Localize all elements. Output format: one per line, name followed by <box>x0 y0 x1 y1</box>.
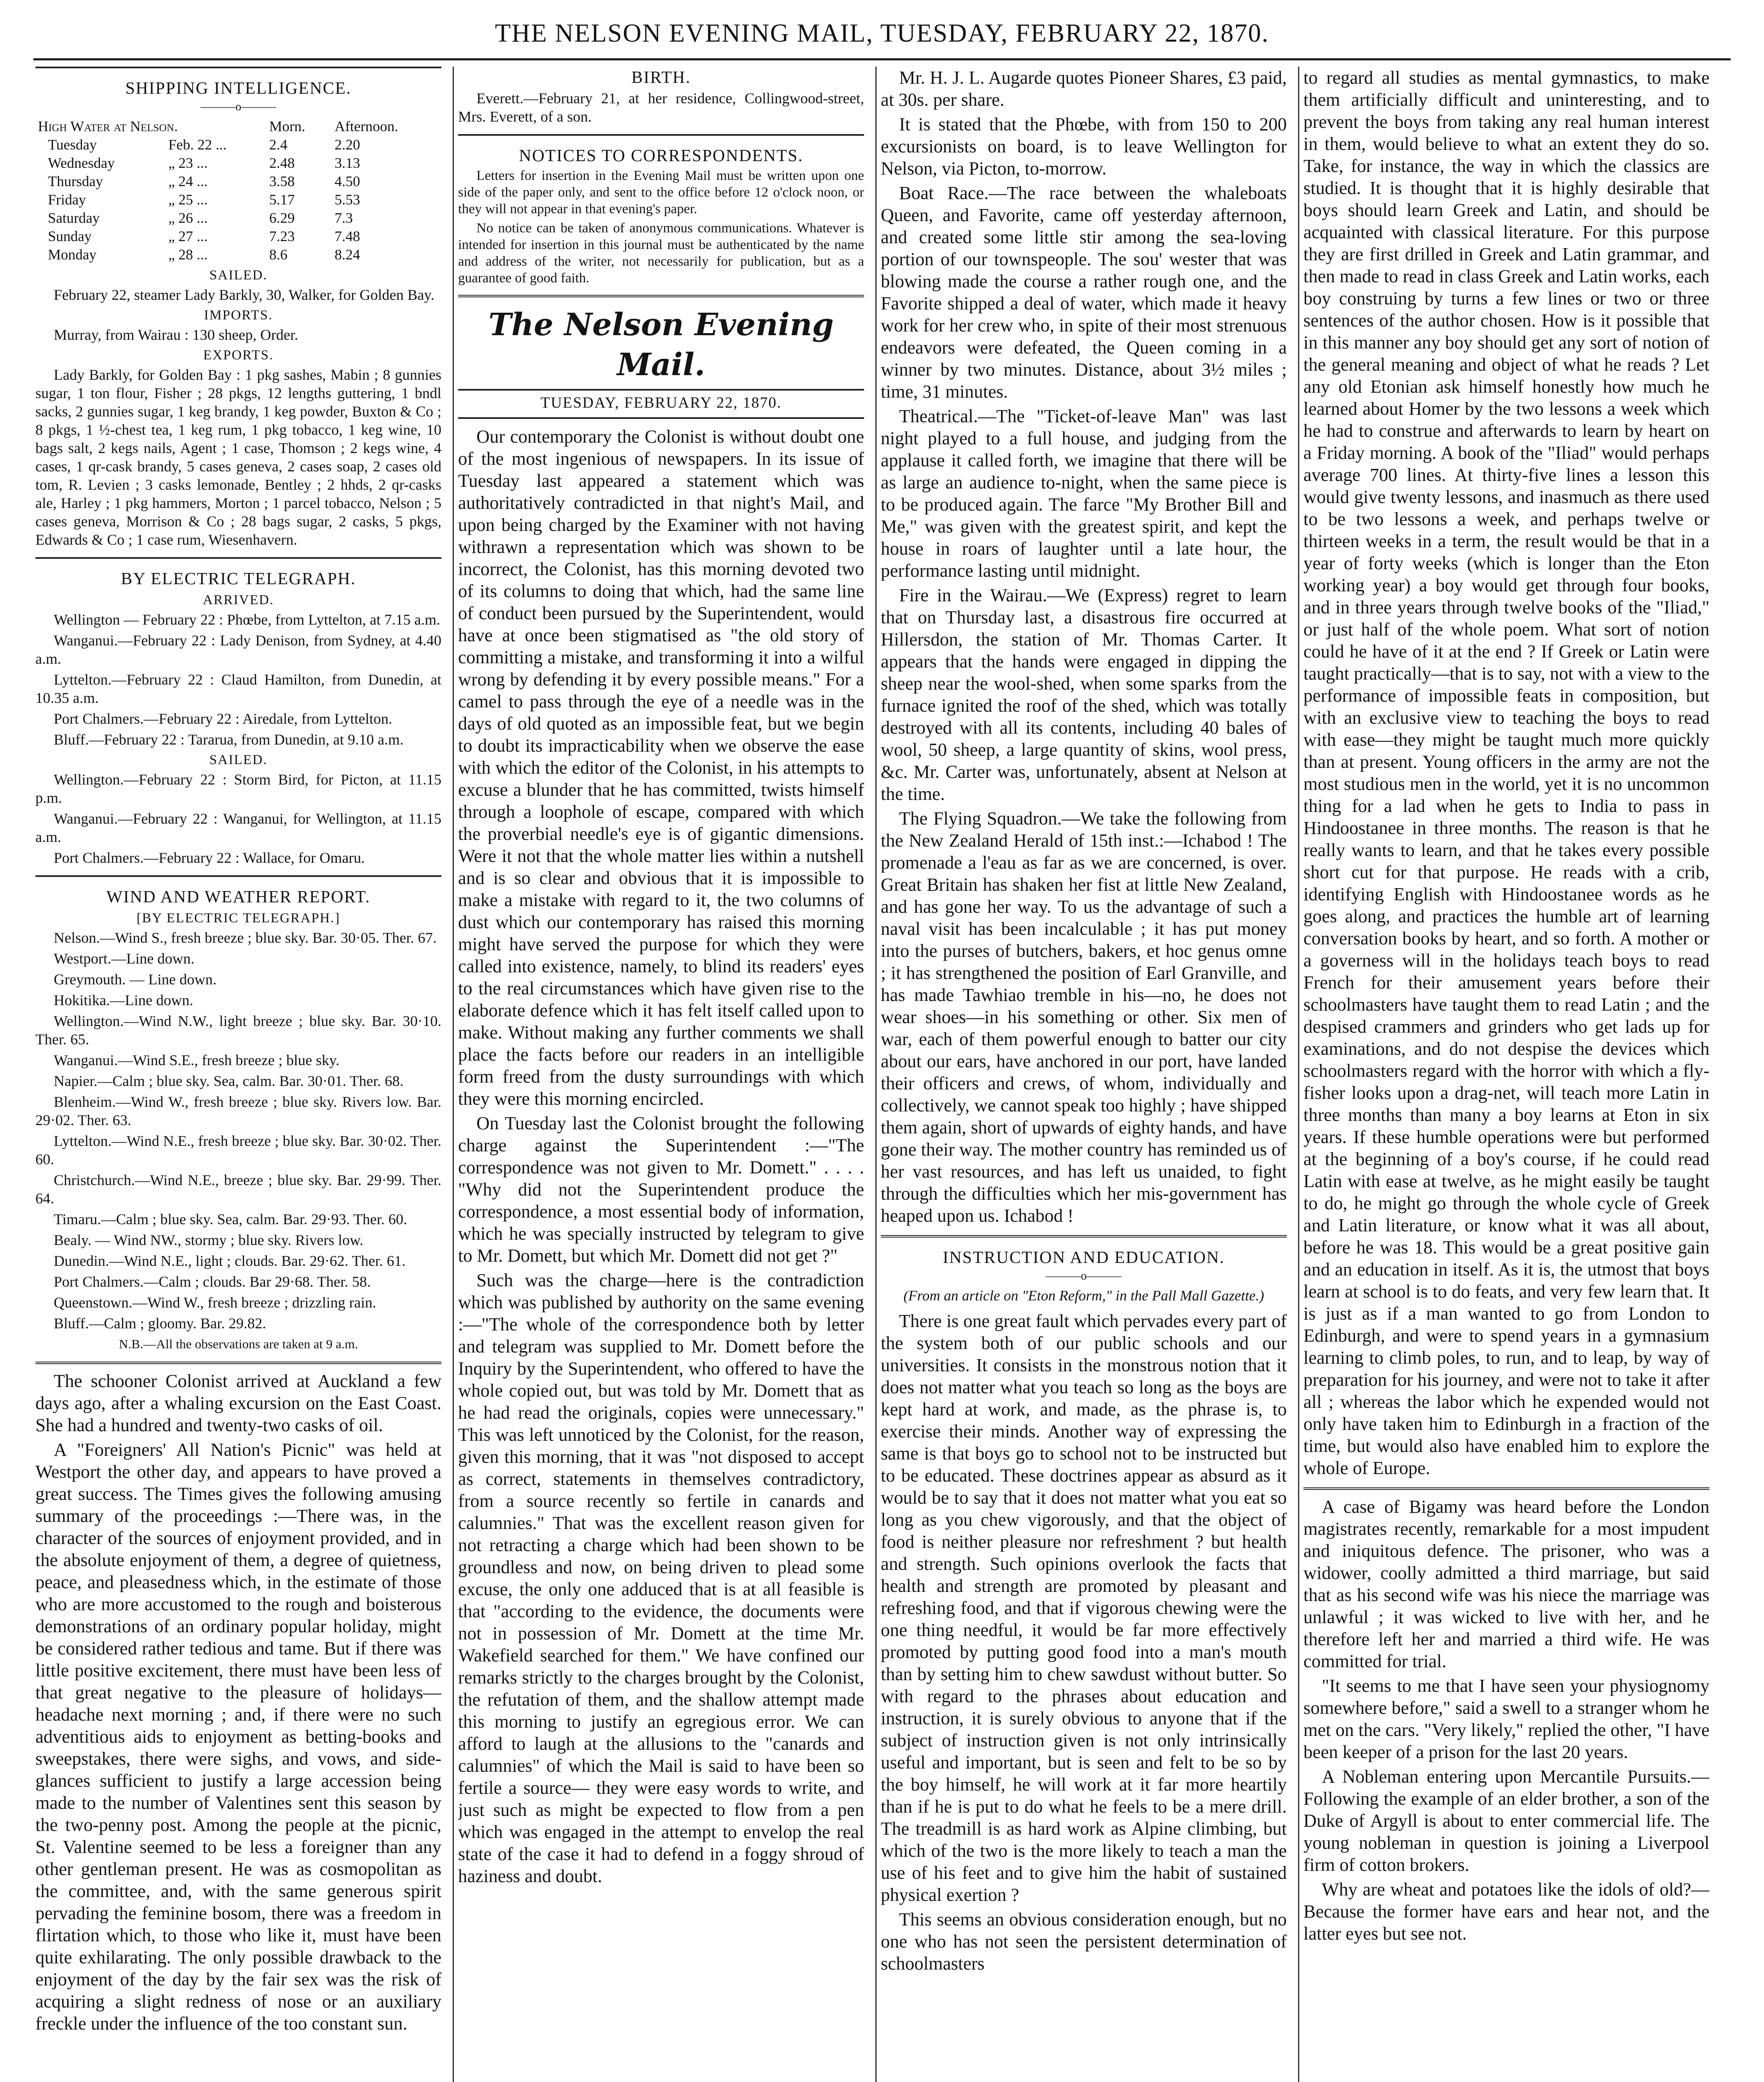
article-paragraph: Our contemporary the Colonist is without doubt one of the most ingenious of newspapers. In its issue of Tuesday last appeared a statement which was authoritatively contradicted in that night's Mail, and upon being charged by the Examiner with not having withrawn a representation which was shown to be incorrect, the Colonist, has this morning devoted two of its columns to doing that which, had the same line of conduct been pursued by the Superintendent, would have at once been stigmatised as "the old story of committing a mistake, and transforming it into a wilful wrong by defending it by every possible means." For a camel to pass through the eye of a needle was in the days of old quoted as an impossible feat, but we begin to doubt its impracticability when we observe the ease with which the editor of the Colonist, in his attempts to excuse a blunder that he has committed, twists himself through a loophole of escape, compared with which the proverbial needle's eye is of gigantic dimensions. Were it not that the whole matter lies within a nutshell and is so clear and obvious that it is impossible to make a mistake with regard to it, the two columns of dust which our contemporary has raised this morning might have served the purpose for which they were called into existence, namely, to blind its readers' eyes to the real circumstances which have given rise to the elaborate defence which it has felt itself called upon to make. Without making any further comments we shall place the facts before our readers in an intelligible form freed from the dusty surroundings with which they were this morning encircled. <box>458 426 864 1109</box>
article-paragraph: Mr. H. J. L. Augarde quotes Pioneer Shares, £3 paid, at 30s. per share. <box>881 67 1287 110</box>
list-item: Christchurch.—Wind N.E., breeze ; blue sky. Bar. 29·99. Ther. 64. <box>35 1172 441 1207</box>
article-paragraph: Such was the charge—here is the contradiction which was published by authority on the same evening :—"The whole of the correspondence both by letter and telegram was supplied to Mr. Domett before the Inquiry by the Superintendent, who offered to have the whole copied out, but was told by Mr. Domett that as he had read the originals, copies were unnecessary." This was left unnoticed by the Colonist, for the reason, given this morning, that it was "not disposed to accept as correct, statements in themselves contradictory, from a source recently so fertile in canards and calumnies." That was the excellent reason given for not retracting a charge which had been shown to be groundless and now, on being driven to plead some excuse, the only one adduced that is at all feasible is that "according to the evidence, the documents were not in possession of Mr. Domett at the time Mr. Wakefield searched for them." We have confined our remarks strictly to the charges brought by the Colonist, the refutation of them, and the shallow attempt made this morning to justify an egregious error. We can afford to laugh at the allusions to the "canards and calumnies" of which the Mail is said to have been so fertile a source— they were easy words to write, and just such as might be expected to flow from a pen which was engaged in the attempt to envelop the real state of the case it had to defend in a foggy shroud of haziness and doubt. <box>458 1270 864 1886</box>
table-row: High Water at Nelson. Morn. Afternoon. <box>38 118 399 134</box>
article-paragraph: Why are wheat and potatoes like the idols of old?—Because the former have ears and hear not, and the latter eyes but see not. <box>1303 1879 1709 1944</box>
table-row: Tuesday Feb. 22 ... 2.4 2.20 <box>48 137 360 153</box>
list-item: Hokitika.—Line down. <box>54 992 193 1009</box>
list-item: Timaru.—Calm ; blue sky. Sea, calm. Bar. 29·93. Ther. 60. <box>54 1211 407 1228</box>
list-item: Lyttelton.—Wind N.E., fresh breeze ; blue sky. Bar. 30·02. Ther. 60. <box>35 1133 441 1168</box>
column-divider <box>1298 67 1299 2082</box>
birth-heading: BIRTH. <box>631 67 691 87</box>
masthead-rule <box>33 58 1731 60</box>
imports-heading: IMPORTS. <box>204 308 273 323</box>
column-divider <box>453 67 454 2082</box>
imports-text: Murray, from Wairau : 130 sheep, Order. <box>54 326 298 343</box>
notices-heading: NOTICES TO CORRESPONDENTS. <box>519 146 803 165</box>
column-2 <box>458 67 864 2082</box>
table-row: Saturday „ 26 ... 6.29 7.3 <box>48 210 353 226</box>
masthead: THE NELSON EVENING MAIL, TUESDAY, FEBRUARY 22, 1870. <box>495 19 1269 47</box>
notice-paragraph: Letters for insertion in the Evening Mail must be written upon one side of the paper only, and sent to the office before 12 o'clock noon, or they will not appear in that evening's paper. <box>458 168 864 217</box>
birth-notice: Everett.—February 21, at her residence, Collingwood-street, Mrs. Everett, of a son. <box>458 90 864 125</box>
table-row: Friday „ 25 ... 5.17 5.53 <box>48 192 360 208</box>
table-row: Wednesday „ 23 ... 2.48 3.13 <box>48 155 360 171</box>
arrived-heading: ARRIVED. <box>203 593 274 608</box>
sailed-heading: SAILED. <box>209 268 268 283</box>
list-item: Westport.—Line down. <box>54 950 195 967</box>
column-3: Mr. H. J. L. Augarde quotes Pioneer Shares, £3 paid, at 30s. per share. It is stated that the Phœbe, with from 150 to 200 excursionists on board, is to leave Wellington for Nelson, via Picton, to-morrow. Boat Race.—The race between the whaleboats Queen, and Favorite, came off yesterday afternoon, and created some little stir among the sea-loving portion of our townspeople. The sou' wester that was blowing made the course a rather rough one, and the Favorite shipped a deal of water, which made it heavy work for her crew who, in spite of their most strenuous endeavors were defeated, the Queen coming in a winner by two minutes. Distance, about 3½ miles ; time, 31 minutes. Theatrical.—The "Ticket-of-leave Man" was last night played to a full house, and judging from the applause it called forth, we imagine that there will be as large an audience to-night, when the same piece is to be produced again. The farce "My Brother Bill and Me," was given with the greatest spirit, and kept the house in roars of laughter until a late hour, the performance lasting until midnight. Fire in the Wairau.—We (Express) regret to learn that on Thursday last, a disastrous fire occurred at Hillersdon, the station of Mr. Thomas Carter. It appears that the hands were engaged in dipping the sheep near the wool-shed, when some sparks from the furnace ignited the roof of the shed, which was totally destroyed with all its contents, including 40 bales of wool, 50 sheep, a large quantity of skins, wool press, &c. Mr. Carter was, unfortunately, absent at Nelson at the time. The Flying Squadron.—We take the following from the New Zealand Herald of 15th inst.:—Ichabod ! The promenade a l'eau as far as we are concerned, is over. Great Britain has shaken her fist at little New Zealand, and has gone her way. To us the advantage of such a naval visit has been incalculable ; it has put money into the purses of butchers, bakers, et hoc genus omne ; it has strengthened the position of Earl Granville, and has made Tawhiao tremble in his—no, he does not wear shoes—in his something or other. Six men of war, each of them powerful enough to batter our city about our ears, have anchored in our port, have landed their officers and crews, of whom, individually and collectively, we cannot speak too highly ; have shipped them again, short of upwards of eighty hands, and have gone their way. The mother country has reminded us of her vast resources, and has left us unaided, to fight through the difficulties which her mis-government has heaped upon us. Ichabod ! INSTRUCTION AND EDUCATION. ———o——— (From an article on "Eton Reform," in the Pall Mall Gazette.) There is one great fault which pervades every part of the system both of our public schools and our universities. It consists in the monstrous notion that it does not matter what you teach so long as the boys are kept hard at work, and made, as the phrase is, to exercise their minds. Another way of expressing the same is that boys go to school not to be instructed but to be educated. These doctrines appear as absurd as it would be to say that it does not matter what you eat so long as you chew vigorously, and that the object of food is neither pleasure nor refreshment ? but health and strength. Such opinions overlook the facts that health and strength are promoted by pleasant and refreshing food, and that if vigorous chewing were the one thing needful, it would be far more effectively promoted by putting good food into a man's mouth than by setting him to chew sawdust without butter. So with regard to the phrases about education and instruction, it is surely obvious to anyone that if the subject of instruction given is not only intrinsically useful and important, but is seen and felt to be so by the boy himself, he will work at it far more heartily than if he is put to do what he feels to be a mere drill. The treadmill is as hard work as Alpine climbing, but which of the two is the more likely to teach a man the use of his feet and to give him the habit of sustained physical exertion ? This seems an obvious consideration enough, but no one who has not seen the persistent determination of schoolmasters <box>881 67 1287 1974</box>
instruction-source: (From an article on "Eton Reform," in the Pall Mall Gazette.) <box>903 1288 1264 1304</box>
list-item: Queenstown.—Wind W., fresh breeze ; drizzling rain. <box>54 1294 376 1311</box>
list-item: Wellington — February 22 : Phœbe, from Lyttelton, at 7.15 a.m. <box>54 611 440 628</box>
article-paragraph: A case of Bigamy was heard before the London magistrates recently, remarkable for a most impudent and iniquitous defence. The prisoner, who was a widower, coolly admitted a third marriage, but said that as his second wife was his niece the marriage was unlawful ; it was wicked to live with her, and he therefore left her and married a third wife. He was committed for trial. <box>1303 1497 1709 1671</box>
exports-text: Lady Barkly, for Golden Bay : 1 pkg sashes, Mabin ; 8 gunnies sugar, 1 ton flour, Fisher ; 28 pkgs, 12 lengths guttering, 1 bndl sacks, 2 gunnies sugar, 1 keg brandy, 1 keg powder, Buxton & Co ; 8 pkgs, 1 ½-chest tea, 1 keg rum, 1 pkg tobacco, 1 keg wine, 10 bags salt, 2 kegs nails, Agent ; 1 case, Thomson ; 2 kegs wine, 4 cases, 1 qr-cask brandy, 5 cases geneva, 2 cases soap, 2 cases old tom, R. Levien ; 3 casks lemonade, Bentley ; 2 hhds, 2 qr-casks ale, Harley ; 1 pkg hammers, Morton ; 1 parcel tobacco, Nelson ; 5 cases geneva, Morrison & Co ; 28 bags sugar, 2 casks, 5 pkgs, Edwards & Co ; 1 case rum, Wiesenhavern. <box>35 366 441 548</box>
dateline: TUESDAY, FEBRUARY 22, 1870. <box>541 394 782 411</box>
list-item: Port Chalmers.—Calm ; clouds. Bar 29·68. Ther. 58. <box>54 1273 371 1290</box>
tide-table <box>35 117 441 264</box>
table-row: Sunday „ 27 ... 7.23 7.48 <box>48 228 360 244</box>
telegraph-sailed-heading: SAILED. <box>209 752 268 767</box>
paper-title: The Nelson Evening Mail. <box>488 307 834 383</box>
column-1: SHIPPING INTELLIGENCE. ———o——— High Water at Nelson. Morn. Afternoon. Tuesday Feb. 22 ... 2.4 2.20 Wednesday „ 23 ... 2.48 3.13 Thursday „ 24 ... 3.58 4.50 Friday „ 25 ... 5.17 5.53 Saturday „ 26 ... 6.29 7.3 Sunday „ 27 ... 7.23 7.48 Monday „ 28 ... 8.6 8.24 SAILED. February 22, steamer Lady Barkly, 30, Walker, for Golden Bay. IMPORTS. Murray, from Wairau : 130 sheep, Order. EXPORTS. Lady Barkly, for Golden Bay : 1 pkg sashes, Mabin ; 8 gunnies sugar, 1 ton flour, Fisher ; 28 pkgs, 12 lengths guttering, 1 bndl sacks, 2 gunnies sugar, 1 keg brandy, 1 keg powder, Buxton & Co ; 8 pkgs, 1 ½-chest tea, 1 keg rum, 1 pkg tobacco, 1 keg wine, 10 bags salt, 2 kegs nails, Agent ; 1 case, Thomson ; 2 kegs wine, 4 cases, 1 qr-cask brandy, 5 cases geneva, 2 cases soap, 2 cases old tom, R. Levien ; 3 casks lemonade, Bentley ; 2 hhds, 2 qr-casks ale, Harley ; 1 pkg hammers, Morton ; 1 parcel tobacco, Nelson ; 5 cases geneva, Morrison & Co ; 28 bags sugar, 2 casks, 5 pkgs, Edwards & Co ; 1 case rum, Wiesenhavern. BY ELECTRIC TELEGRAPH. ARRIVED. Wellington — February 22 : Phœbe, from Lyttelton, at 7.15 a.m. Wanganui.—February 22 : Lady Denison, from Sydney, at 4.40 a.m. Lyttelton.—February 22 : Claud Hamilton, from Dunedin, at 10.35 a.m. Port Chalmers.—February 22 : Airedale, from Lyttelton. Bluff.—February 22 : Tararua, from Dunedin, at 9.10 a.m. SAILED. Wellington.—February 22 : Storm Bird, for Picton, at 11.15 p.m. Wanganui.—February 22 : Wanganui, for Wellington, at 11.15 a.m. Port Chalmers.—February 22 : Wallace, for Omaru. WIND AND WEATHER REPORT. [BY ELECTRIC TELEGRAPH.] Nelson.—Wind S., fresh breeze ; blue sky. Bar. 30·05. Ther. 67. Westport.—Line down. Greymouth. — Line down. Hokitika.—Line down. Wellington.—Wind N.W., light breeze ; blue sky. Bar. 30·10. Ther. 65. Wanganui.—Wind S.E., fresh breeze ; blue sky. Napier.—Calm ; blue sky. Sea, calm. Bar. 30·01. Ther. 68. Blenheim.—Wind W., fresh breeze ; blue sky. Rivers low. Bar. 29·02. Ther. 63. Lyttelton.—Wind N.E., fresh breeze ; blue sky. Bar. 30·02. Ther. 60. Christchurch.—Wind N.E., breeze ; blue sky. Bar. 29·99. Ther. 64. Timaru.—Calm ; blue sky. Sea, calm. Bar. 29·93. Ther. 60. Bealy. — Wind NW., stormy ; blue sky. Rivers low. Dunedin.—Wind N.E., light ; clouds. Bar. 29·62. Ther. 61. Port Chalmers.—Calm ; clouds. Bar 29·68. Ther. 58. Queenstown.—Wind W., fresh breeze ; drizzling rain. Bluff.—Calm ; gloomy. Bar. 29.82. N.B.—All the observations are taken at 9 a.m. The schooner Colonist arrived at Auckland a few days ago, after a whaling excursion on the East Coast. She had a hundred and twenty-two casks of oil. A "Foreigners' All Nation's Picnic" was held at Westport the other day, and appears to have proved a great success. The Times gives the following amusing summary of the proceedings :—There was, in the character of the sources of enjoyment provided, and in the absolute enjoyment of them, a degree of quietness, peace, and pleasedness which, in the estimate of those who are more accustomed to the rough and boisterous demonstrations of an ordinary popular holiday, might be considered rather tedious and tame. But if there was little positive excitement, there must have been less of that great negative to the pleasure of holidays— headache next morning ; and, if there were no such adventitious aids to enjoyment as betting-books and sweepstakes, there were sighs, and vows, and side-glances sufficient to justify a large accession being made to the number of Valentines sent this season by the two-penny post. Among the people at the picnic, St. Valentine seemed to be less a foreigner than any other gentleman present. He was as cosmopolitan as the committee, and, with the same generous spirit pervading the feminine bosom, there was a freedom in flirtation which, to those who like it, must have been quite exhilarating. The only possible drawback to the enjoyment of the day by the fair sex was the risk of acquiring a slight redness of nose or an auxiliary freckle under the influence of the too constant sun. <box>35 67 441 2082</box>
article-paragraph: to regard all studies as mental gymnastics, to make them artificially difficult and uninteresting, and to prevent the boys from taking any real human interest in them, would believe to what an extent they do so. Take, for instance, the way in which the classics are studied. It is thought that it is highly desirable that boys should learn Greek and Latin, and should be acquainted with classical literature. For this purpose they are first drilled in Greek and Latin grammar, and then made to read in class Greek and Latin works, each boy construing by turns a few lines or two or three sentences of the author chosen. How is it possible that in this manner any boy should get any sort of notion of the general meaning and object of what he reads ? Let any old Etonian ask himself honestly how much he learned about Homer by the two lessons a week which he had to construe and afterwards to learn by heart on a Friday morning. A book of the "Iliad" would perhaps average 700 lines. At thirty-five lines a lesson this would give twenty lessons, and inasmuch as there used to be two lessons a week, and perhaps twelve or thirteen weeks in a term, the result would be that in a year of forty weeks (which is longer than the Eton working year) a boy would get through four books, and in three years through twelve books of the "Iliad," or just half of the whole poem. What sort of notion could he have of it at the end ? If Greek or Latin were taught practically—that is to say, not with a view to the performance of impossible feats in composition, but with an exclusive view to teaching the boys to read with ease—they might be taught much more quickly than at present. Young officers in the army are not the most studious men in the world, yet it is no uncommon thing for a lad when he gets to India to pass in Hindoostanee in three months. The reason is that he really wants to learn, and that he takes every possible short cut for that purpose. He reads with a crib, identifying English with Hindoostanee words as he goes along, and practices the humble art of learning conversation books by heart, and so forth. A mother or a governess will in the holidays teach boys to read French for their amusement years before their schoolmasters have taught them to read Latin ; and the despised crammers and grinders who get lads up for examinations, and do not despise the devices which schoolmasters regard with the horror with which a fly-fisher looks upon a drag-net, will teach more Latin in three months than many a boy learns at Eton in six years. If these humble operations were but performed at the beginning of a boy's course, if he could read Latin with ease at twelve, as he might easily be taught to do, he might go through the whole cycle of Greek and Latin literature, or know what it was all about, before he was 18. This would be a great positive gain and an education in itself. As it is, the utmost that boys learn at school is to do feats, and very few learn that. It is just as if a man wanted to go from London to Edinburgh, and were to spend years in a gymnasium learning to climb poles, to run, and to leap, by way of preparation for his journey, and were not to take it after all ; whereas the labor which he expended would not only have taken him to Edinburgh in a fraction of the time, but would also have enabled him to explore the whole of Europe. <box>1303 67 1709 1478</box>
list-item: Bealy. — Wind NW., stormy ; blue sky. Rivers low. <box>54 1232 364 1248</box>
article-paragraph: On Tuesday last the Colonist brought the following charge against the Superintendent :—"The correspondence was not given to Mr. Domett." . . . . "Why did not the Superintendent produce the correspondence, a most essential body of information, which he was specially instructed by telegram to give to Mr. Domett, but which Mr. Domett did not get ?" <box>458 1113 864 1266</box>
column-divider <box>875 67 877 2082</box>
list-item: Bluff.—February 22 : Tararua, from Dunedin, at 9.10 a.m. <box>54 731 404 748</box>
exports-heading: EXPORTS. <box>203 348 274 363</box>
weather-heading: WIND AND WEATHER REPORT. <box>106 887 371 906</box>
table-row: Thursday „ 24 ... 3.58 4.50 <box>48 173 360 189</box>
article-paragraph: Fire in the Wairau.—We (Express) regret to learn that on Thursday last, a disastrous fire occurred at Hillersdon, the station of Mr. Thomas Carter. It appears that the hands were engaged in dipping the sheep near the wool-shed, when some sparks from the furnace ignited the roof of the shed, which was totally destroyed with all its contents, including 40 bales of wool, 50 sheep, a large quantity of skins, wool press, &c. Mr. Carter was, unfortunately, absent at Nelson at the time. <box>881 585 1287 804</box>
table-row: Monday „ 28 ... 8.6 8.24 <box>48 247 360 263</box>
list-item: Wanganui.—February 22 : Wanganui, for Wellington, at 11.15 a.m. <box>35 810 441 845</box>
notice-paragraph: No notice can be taken of anonymous communications. Whatever is intended for insertion in this journal must be authenticated by the name and address of the writer, not necessarily for publication, but as a guarantee of good faith. <box>458 221 864 286</box>
list-item: Bluff.—Calm ; gloomy. Bar. 29.82. <box>54 1315 266 1332</box>
weather-subheading: [BY ELECTRIC TELEGRAPH.] <box>137 911 340 926</box>
instruction-heading: INSTRUCTION AND EDUCATION. <box>942 1248 1225 1267</box>
article-paragraph: The schooner Colonist arrived at Auckland a few days ago, after a whaling excursion on the East Coast. She had a hundred and twenty-two casks of oil. <box>35 1371 441 1435</box>
article-paragraph: A Nobleman entering upon Mercantile Pursuits.—Following the example of an elder brother, a son of the Duke of Argyll is about to enter commercial life. The young nobleman in question is joining a Liverpool firm of cotton brokers. <box>1303 1766 1709 1875</box>
list-item: Napier.—Calm ; blue sky. Sea, calm. Bar. 30·01. Ther. 68. <box>54 1073 404 1089</box>
article-paragraph: Boat Race.—The race between the whaleboats Queen, and Favorite, came off yesterday afternoon, and created some little stir among the sea-loving portion of our townspeople. The sou' wester that was blowing made the course a rather rough one, and the Favorite shipped a deal of water, which made it heavy work for her crew who, in spite of their most strenuous endeavors were defeated, the Queen coming in a winner by two minutes. Distance, about 3½ miles ; time, 31 minutes. <box>881 183 1287 402</box>
list-item: Wanganui.—Wind S.E., fresh breeze ; blue sky. <box>54 1052 340 1068</box>
list-item: Wanganui.—February 22 : Lady Denison, from Sydney, at 4.40 a.m. <box>35 632 441 667</box>
list-item: Nelson.—Wind S., fresh breeze ; blue sky. Bar. 30·05. Ther. 67. <box>54 929 437 946</box>
list-item: Port Chalmers.—February 22 : Wallace, for Omaru. <box>54 849 365 866</box>
list-item: Greymouth. — Line down. <box>54 971 217 988</box>
article-paragraph: A "Foreigners' All Nation's Picnic" was held at Westport the other day, and appears to have proved a great success. The Times gives the following amusing summary of the proceedings :—There was, in the character of the sources of enjoyment provided, and in the absolute enjoyment of them, a degree of quietness, peace, and pleasedness which, in the estimate of those who are more accustomed to the rough and boisterous demonstrations of an ordinary popular holiday, might be considered rather tedious and tame. But if there was little positive excitement, there must have been less of that great negative to the pleasure of holidays— headache next morning ; and, if there were no such adventitious aids to enjoyment as betting-books and sweepstakes, there were sighs, and vows, and side-glances sufficient to justify a large accession being made to the number of Valentines sent this season by the two-penny post. Among the people at the picnic, St. Valentine seemed to be less a foreigner than any other gentleman present. He was as cosmopolitan as the committee, and, with the same generous spirit pervading the feminine bosom, there was a freedom in flirtation which, to those who like it, must have been quite exhilarating. The only possible drawback to the enjoyment of the day by the fair sex was the risk of acquiring a slight redness of nose or an auxiliary freckle under the influence of the too constant sun. <box>35 1439 441 2034</box>
list-item: Port Chalmers.—February 22 : Airedale, from Lyttelton. <box>54 710 392 727</box>
list-item: Blenheim.—Wind W., fresh breeze ; blue sky. Rivers low. Bar. 29·02. Ther. 63. <box>35 1093 441 1128</box>
sailed-text: February 22, steamer Lady Barkly, 30, Walker, for Golden Bay. <box>54 286 435 303</box>
article-paragraph: The Flying Squadron.—We take the following from the New Zealand Herald of 15th inst.:—Ichabod ! The promenade a l'eau as far as we are concerned, is over. Great Britain has shaken her fist at little New Zealand, and has gone her way. To us the advantage of such a naval visit has been incalculable ; it has put money into the purses of butchers, bakers, et hoc genus omne ; it has strengthened the position of Earl Granville, and has made Tawhiao tremble in his—no, he does not wear shoes—in his something or other. Six men of war, each of them powerful enough to batter our city about our ears, have anchored in our port, have landed their officers and crews, of whom, individually and collectively, we cannot speak too highly ; have shipped them again, short of upwards of eighty hands, and have gone their way. The mother country has reminded us of her vast resources, and has left us unaided, to fight through the difficulties which her mis-government has heaped upon us. Ichabod ! <box>881 808 1287 1226</box>
list-item: Lyttelton.—February 22 : Claud Hamilton, from Dunedin, at 10.35 a.m. <box>35 671 441 706</box>
list-item: Wellington.—Wind N.W., light breeze ; blue sky. Bar. 30·10. Ther. 65. <box>35 1013 441 1048</box>
article-paragraph: This seems an obvious consideration enough, but no one who has not seen the persistent determination of schoolmasters <box>881 1909 1287 1974</box>
article-paragraph: There is one great fault which pervades every part of the system both of our public schools and our universities. It consists in the monstrous notion that it does not matter what you teach so long as the boys are kept hard at work, and made, as the phrase is, to exercise their minds. Another way of expressing the same is that boys go to school not to be instructed but to be educated. These doctrines appear as absurd as it would be to say that it does not matter what you eat so long as you chew vigorously, and that the object of food is neither pleasure nor refreshment ? but health and strength. Such opinions overlook the facts that health and strength are promoted by pleasant and refreshing food, and that if vigorous chewing were the one thing needful, it would be far more effectively promoted by putting good food into a man's mouth than by setting him to chew sawdust without butter. So with regard to the phrases about education and instruction, it is surely obvious to anyone that if the subject of instruction given is not only intrinsically useful and important, but is seen and felt to be so by the boy himself, he will work at it far more heartily than if he is put to do what he feels to be a mere drill. The treadmill is as hard work as Alpine climbing, but which of the two is the more likely to teach a man the use of his feet and to give him the habit of sustained physical exertion ? <box>881 1311 1287 1905</box>
telegraph-heading: BY ELECTRIC TELEGRAPH. <box>121 569 356 588</box>
shipping-heading: SHIPPING INTELLIGENCE. <box>125 78 351 97</box>
article-paragraph: It is stated that the Phœbe, with from 150 to 200 excursionists on board, is to leave Wellington for Nelson, via Picton, to-morrow. <box>881 114 1287 179</box>
list-item: Wellington.—February 22 : Storm Bird, for Picton, at 11.15 p.m. <box>35 771 441 806</box>
weather-note: N.B.—All the observations are taken at 9 a.m. <box>119 1337 358 1351</box>
article-paragraph: "It seems to me that I have seen your physiognomy somewhere before," said a swell to a stranger whom he met on the cars. "Very likely," replied the other, "I have been keeper of a prison for the last 20 years. <box>1303 1676 1709 1762</box>
article-paragraph: Theatrical.—The "Ticket-of-leave Man" was last night played to a full house, and judging from the applause it called forth, we imagine that there will be as large an audience to-night, when the same piece is to be produced again. The farce "My Brother Bill and Me," was given with the greatest spirit, and kept the house in roars of laughter until a late hour, the performance lasting until midnight. <box>881 406 1287 581</box>
list-item: Dunedin.—Wind N.E., light ; clouds. Bar. 29·62. Ther. 61. <box>54 1253 406 1269</box>
column-4 <box>1303 67 1709 2082</box>
